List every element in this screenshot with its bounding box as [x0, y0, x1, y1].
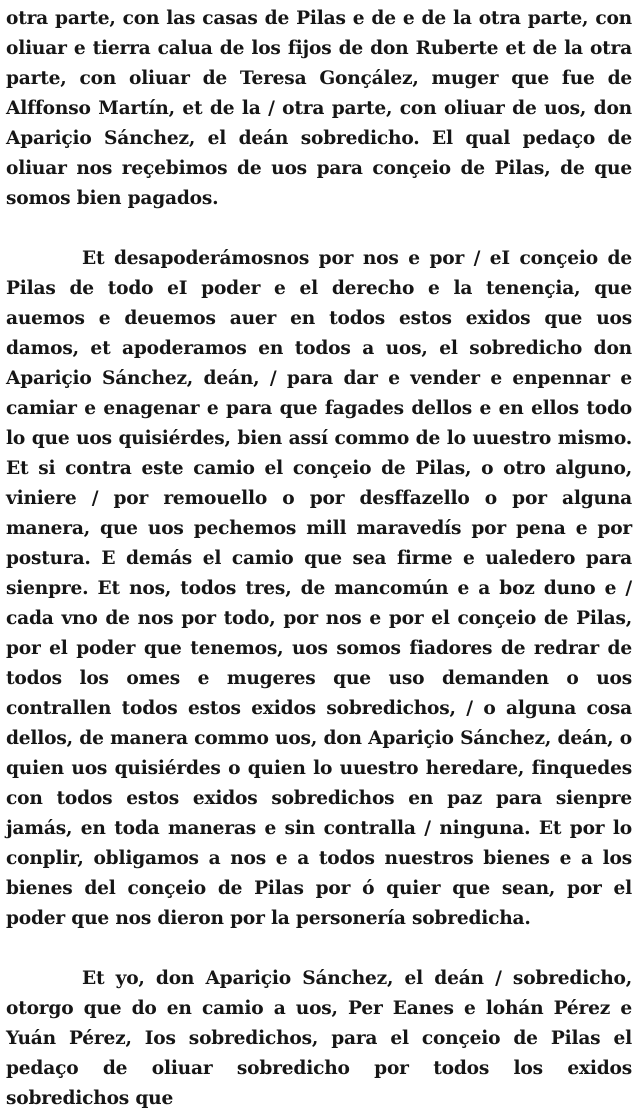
paragraph-spacer: [6, 214, 632, 244]
paragraph-1: otra parte, con las casas de Pilas e de e de la otra parte, con oliuar e tierra calua de los fijos de don Ruberte et de la otra parte, con oliuar de Teresa Gonçález, muger que fue de Alffonso Martín, et de la / otra parte, con oliuar de uos, don Apariçio Sánchez, el deán sobredicho. El qual pedaço de oliuar nos reçebimos de uos para conçeio de Pilas, de que somos bien pagados.: [6, 8, 632, 209]
paragraph-3: Et yo, don Apariçio Sánchez, el deán / sobredicho, otorgo que do en camio a uos, Per Eanes e lohán Pérez e Yuán Pérez, Ios sobredichos, para el conçeio de Pilas el pedaço de oliuar sobredicho por todos los exidos sobredichos que: [6, 968, 632, 1109]
paragraph-2: Et desapoderámosnos por nos e por / eI conçeio de Pilas de todo eI poder e el derecho e la tenençia, que auemos e deuemos auer en todos estos exidos que uos damos, et apoderamos en todos a uos, el sobredicho don Apariçio Sánchez, deán, / para dar e vender e enpennar e camiar e enagenar e para que fagades dellos e en ellos todo lo que uos quisiérdes, bien assí commo de lo uuestro mismo. Et si contra este camio el conçeio de Pilas, o otro alguno, viniere / por remouello o por desffazello o por alguna manera, que uos pechemos mill maravedís por pena e por postura. E demás el camio que sea firme e ualedero para sienpre. Et nos, todos tres, de mancomún e a boz duno e / cada vno de nos por todo, por nos e por el conçeio de Pilas, por el poder que tenemos, uos somos fiadores de redrar de todos los omes e mugeres que uso demanden o uos contrallen todos estos exidos sobredichos, / o alguna cosa dellos, de manera commo uos, don Apariçio Sánchez, deán, o quien uos quisiérdes o quien lo uuestro heredare, finquedes con todos estos exidos sobredichos en paz para sienpre jamás, en toda maneras e sin contralla / ninguna. Et por lo conplir, obligamos a nos e a todos nuestros bienes e a los bienes del conçeio de Pilas por ó quier que sean, por el poder que nos dieron por la personería sobredicha.: [6, 248, 632, 929]
paragraph-spacer: [6, 934, 632, 964]
